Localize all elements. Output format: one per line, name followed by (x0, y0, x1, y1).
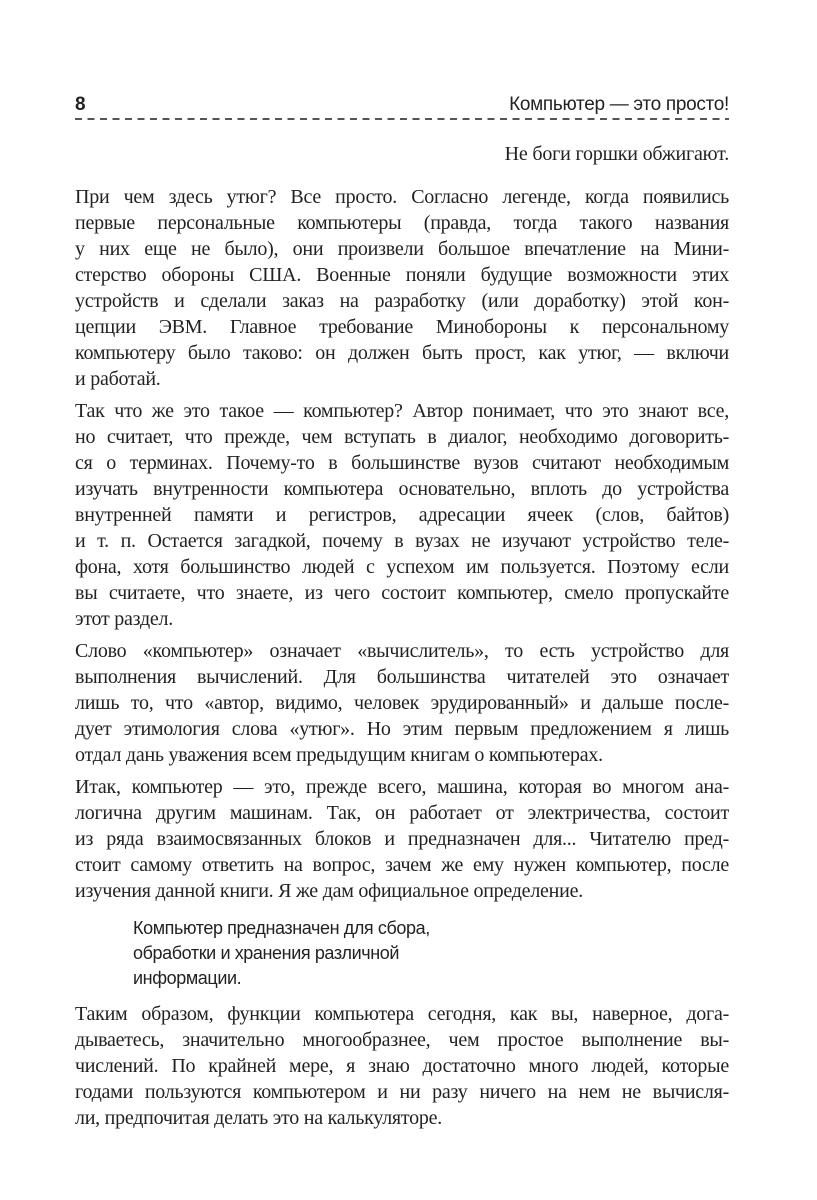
text-line: и работай. (75, 368, 161, 390)
header-dashed-rule (75, 118, 729, 120)
paragraph-2 (75, 398, 729, 632)
text-line: внутренней памяти и регистров, адресации ячеек (слов, байтов) (75, 504, 729, 526)
text-line: изучения данной книги. Я же дам официальное определение. (75, 880, 583, 902)
text-line: этот раздел. (75, 608, 173, 630)
text-line: Таким образом, функции компьютера сегодня, как вы, наверное, дога- (75, 1003, 729, 1025)
text-line: выполнения вычислений. Для большинства читателей это означает (75, 666, 729, 688)
text-line: стоит самому ответить на вопрос, зачем же ему нужен компьютер, после (75, 854, 729, 876)
running-header (75, 93, 729, 117)
definition-line: обработки и хранения различной (133, 943, 400, 963)
text-line: у них еще не было), они произвели большое впечатление на Мини- (75, 238, 729, 260)
text-line: ли, предпочитая делать это на калькуляторе. (75, 1107, 442, 1129)
text-line: ся о терминах. Почему-то в большинстве вузов считают необходимым (75, 452, 729, 474)
text-line: фона, хотя большинство людей с успехом им пользуется. Поэтому если (75, 556, 729, 578)
text-line: вы считаете, что знаете, из чего состоит компьютер, смело пропускайте (75, 582, 729, 604)
paragraph-3 (75, 638, 729, 768)
body-text (75, 184, 729, 1137)
text-line: дываетесь, значительно многообразнее, чем простое выполнение вы- (75, 1029, 729, 1051)
text-line: устройств и сделали заказ на разработку (или доработку) этой кон- (75, 290, 729, 312)
text-line: но считает, что прежде, чем вступать в диалог, необходимо договорить- (75, 426, 729, 448)
text-line: лишь то, что «автор, видимо, человек эрудированный» и дальше после- (75, 692, 729, 714)
page-number: 8 (75, 94, 86, 115)
text-line: Итак, компьютер — это, прежде всего, машина, которая во многом ана- (75, 776, 729, 798)
running-title: Компьютер — это просто! (509, 94, 729, 115)
text-line: из ряда взаимосвязанных блоков и предназначен для... Читателю пред- (75, 828, 729, 850)
text-line: Слово «компьютер» означает «вычислитель», то есть устройство для (75, 640, 729, 662)
paragraph-4 (75, 774, 729, 904)
text-line: цепции ЭВМ. Главное требование Минобороны к персональному (75, 316, 729, 338)
text-line: дует этимология слова «утюг». Но этим первым предложением я лишь (75, 718, 729, 740)
epigraph: Не боги горшки обжигают. (504, 143, 729, 165)
text-line: логична другим машинам. Так, он работает от электричества, состоит (75, 802, 729, 824)
text-line: и т. п. Остается загадкой, почему в вузах не изучают устройство теле- (75, 530, 729, 552)
text-line: компьютеру было таково: он должен быть прост, как утюг, — включи (75, 342, 729, 364)
text-line: годами пользуются компьютером и ни разу ничего на нем не вычисля- (75, 1081, 729, 1103)
paragraph-5 (75, 1001, 729, 1131)
text-line: Так что же это такое — компьютер? Автор понимает, что это знают все, (75, 400, 729, 422)
text-line: При чем здесь утюг? Все просто. Согласно легенде, когда появились (75, 186, 729, 208)
definition-blockquote (133, 916, 729, 991)
text-line: стерство обороны США. Военные поняли будущие возможности этих (75, 264, 729, 286)
text-line: отдал дань уважения всем предыдущим книгам о компьютерах. (75, 744, 603, 766)
text-line: числений. По крайней мере, я знаю достаточно много людей, которые (75, 1055, 729, 1077)
text-line: изучать внутренности компьютера основательно, вплоть до устройства (75, 478, 729, 500)
definition-line: информации. (133, 968, 242, 988)
text-line: первые персональные компьютеры (правда, тогда такого названия (75, 212, 729, 234)
paragraph-1 (75, 184, 729, 392)
definition-line: Компьютер предназначен для сбора, (133, 918, 430, 938)
